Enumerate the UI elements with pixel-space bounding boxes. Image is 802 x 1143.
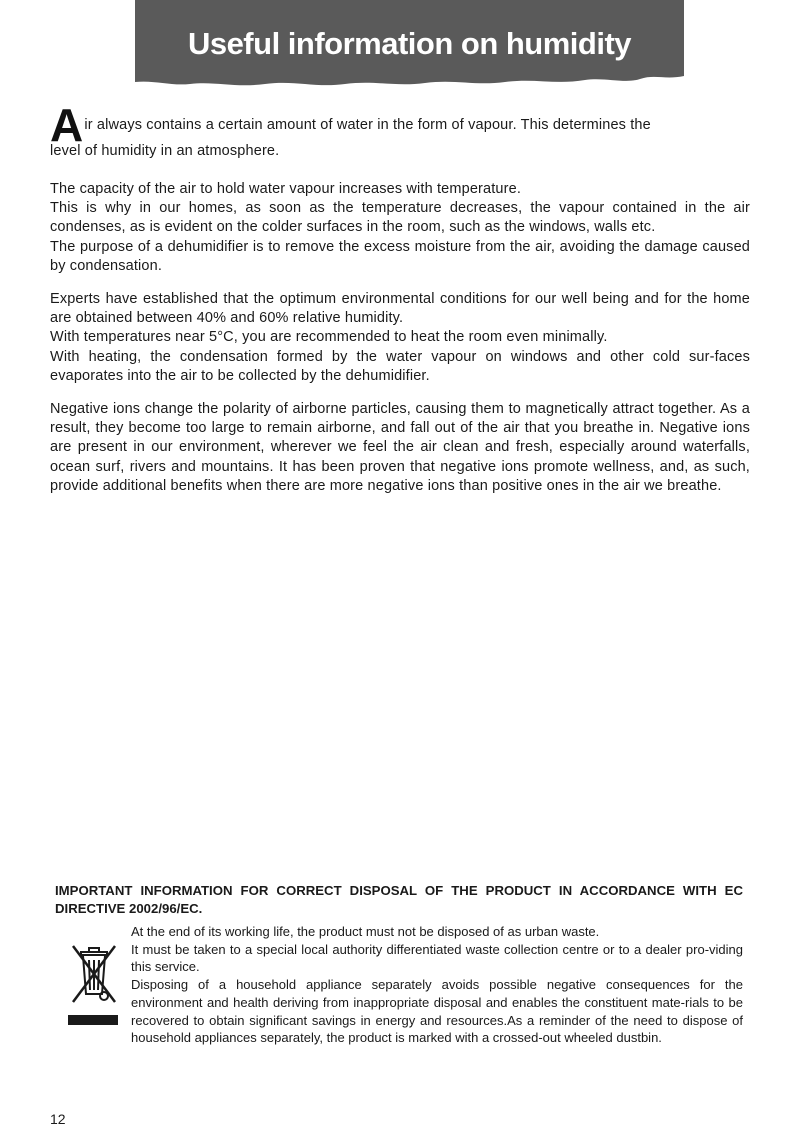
- disposal-line: It must be taken to a special local authority differentiated waste collection centre or to a dealer pro-viding this service.: [131, 941, 743, 975]
- header-banner: [135, 0, 684, 90]
- drop-cap: A: [50, 99, 84, 151]
- disposal-notice: [55, 882, 743, 1046]
- disposal-heading: IMPORTANT INFORMATION FOR CORRECT DISPOSAL OF THE PRODUCT IN ACCORDANCE WITH EC DIRECTIVE 2002/96/EC.: [55, 883, 743, 916]
- bin-underline-bar: [68, 1015, 118, 1025]
- disposal-body: [131, 923, 743, 1047]
- paragraph-line: Negative ions change the polarity of airborne particles, causing them to magnetically attract together. As a result, they become too large to remain airborne, and fall out of the air that you breathe in. Negative ions are present in our environment, wherever we feel the air clean and fresh, especially around waterfalls, ocean surf, rivers and mountains. It has been proven that negative ions promote wellness, and, as such, provide additional benefits when there are more negative ions than positive ones in the air we breathe.: [50, 401, 750, 494]
- page-number: 12: [50, 1111, 66, 1127]
- crossed-out-wheeled-bin-icon: [67, 942, 121, 1010]
- intro-line-one: ir always contains a certain amount of water in the form of vapour. This determines the: [84, 117, 651, 133]
- intro-paragraph: [50, 99, 750, 161]
- page-title: Useful information on humidity: [187, 26, 632, 61]
- paragraph-conditions: [50, 290, 750, 386]
- paragraph-line: Experts have established that the optimum environmental conditions for our well being and for the home are obtained between 40% and 60% relative humidity.: [50, 291, 750, 327]
- paragraph-capacity: [50, 180, 750, 276]
- paragraph-line: The purpose of a dehumidifier is to remove the excess moisture from the air, avoiding the damage caused by condensation.: [50, 238, 750, 274]
- paragraph-line: This is why in our homes, as soon as the temperature decreases, the vapour contained in the air condenses, as is evident on the colder surfaces in the room, such as the windows, walls etc.: [50, 200, 750, 236]
- paragraph-line: The capacity of the air to hold water vapour increases with temperature.: [50, 181, 522, 197]
- paragraph-line: With heating, the condensation formed by the water vapour on windows and other cold sur-faces evaporates into the air to be collected by the dehumidifier.: [50, 348, 750, 384]
- disposal-line: At the end of its working life, the product must not be disposed of as urban waste.: [131, 924, 600, 939]
- disposal-line: Disposing of a household appliance separately avoids possible negative consequences for the environment and health deriving from inappropriate disposal and enables the constituent mate-rials to be recovered to obtain significant savings in energy and resources.As a reminder of the need to dispose of household appliances separately, the product is marked with a crossed-out wheeled dustbin.: [131, 977, 743, 1046]
- paragraph-line: With temperatures near 5°C, you are recommended to heat the room even minimally.: [50, 329, 608, 346]
- paragraph-negative-ions: [50, 400, 750, 496]
- intro-line-two: level of humidity in an atmosphere.: [50, 143, 280, 159]
